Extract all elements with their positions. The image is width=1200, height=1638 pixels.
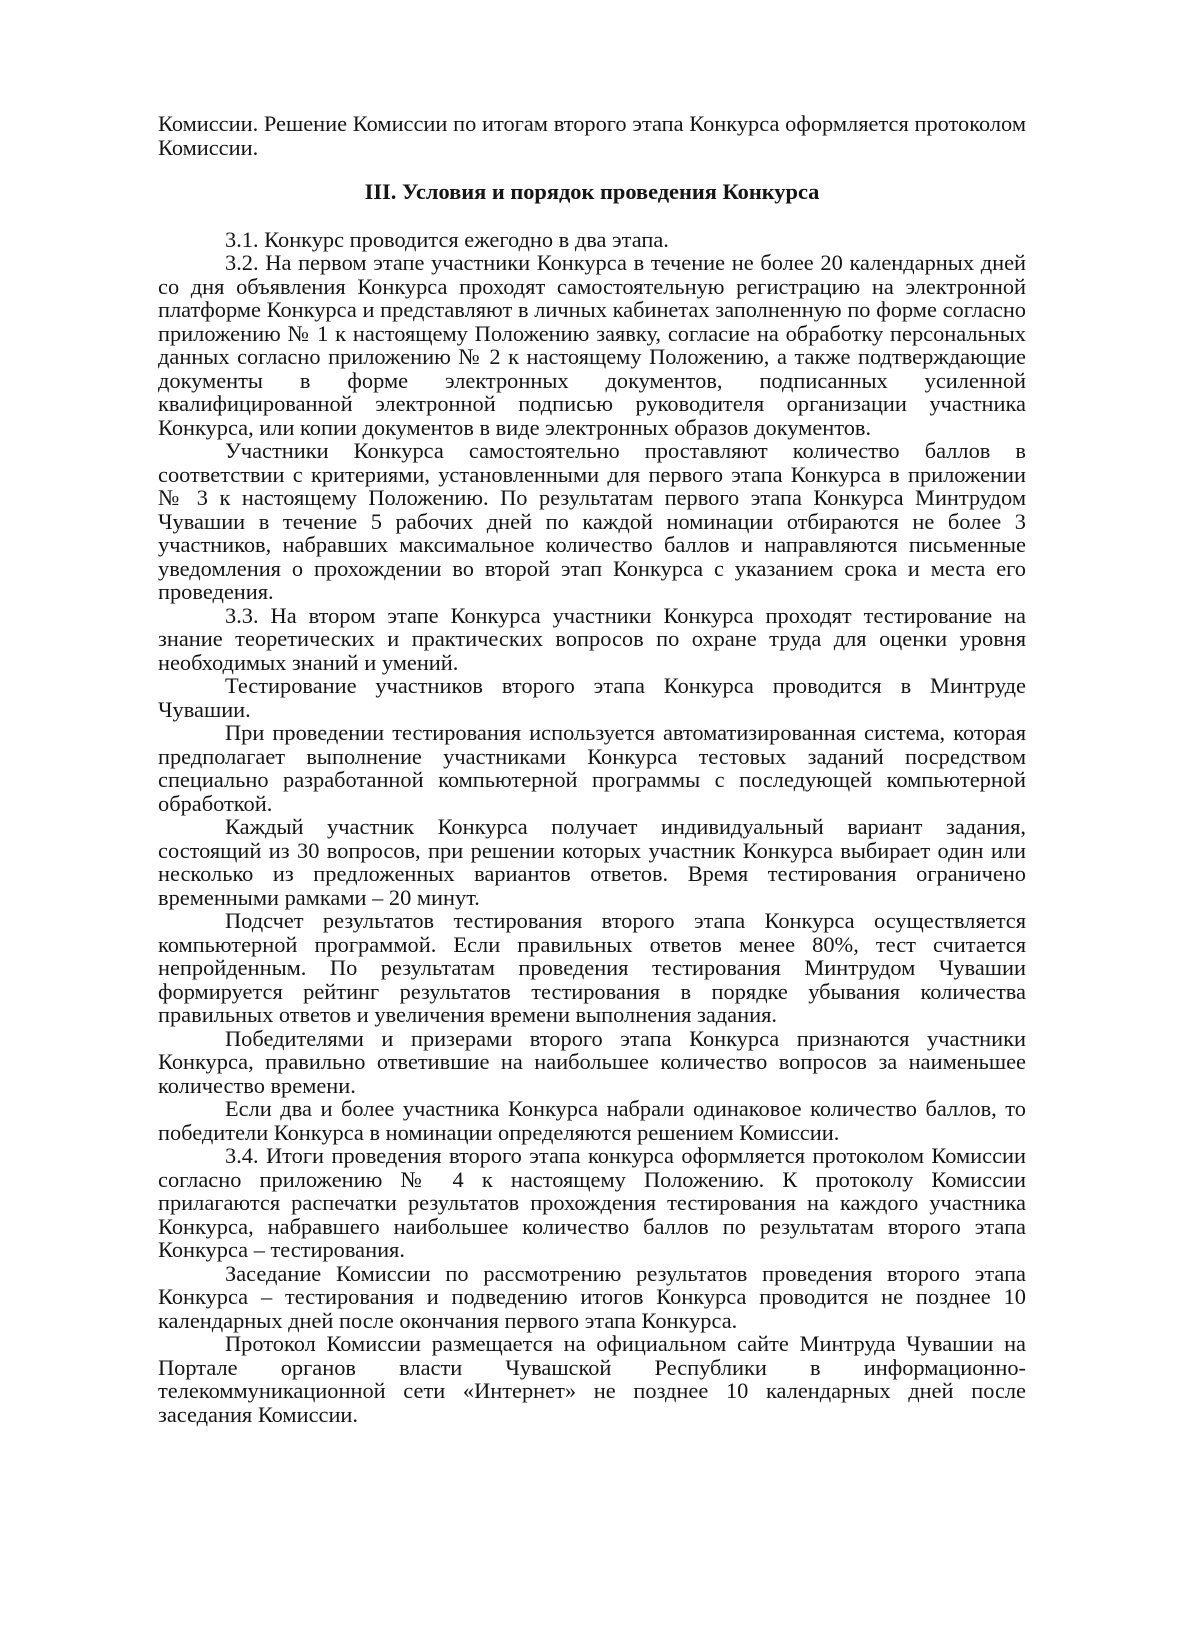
document-page	[158, 112, 1026, 1426]
paragraph-participants-scores: Участники Конкурса самостоятельно проставляют количество баллов в соответствии с критериями, установленными для первого этапа Конкурса в приложении № 3 к настоящему Положению. По результатам первого этапа Конкурса Минтрудом Чувашии в течение 5 рабочих дней по каждой номинации отбираются не более 3 участников, набравших максимальное количество баллов и направляются письменные уведомления о прохождении во второй этап Конкурса с указанием срока и места его проведения.	[158, 438, 1026, 604]
section-heading: III. Условия и порядок проведения Конкурса	[364, 179, 820, 204]
paragraph-winners: Победителями и призерами второго этапа Конкурса признаются участники Конкурса, правильно ответившие на наибольшее количество вопросов за наименьшее количество времени.	[158, 1025, 1026, 1098]
paragraph-equal-scores: Если два и более участника Конкурса набрали одинаковое количество баллов, то победители Конкурса в номинации определяются решением Комиссии.	[158, 1096, 1026, 1145]
paragraph-3-2: 3.2. На первом этапе участники Конкурса в течение не более 20 календарных дней со дня объявления Конкурса проходят самостоятельную регистрацию на электронной платформе Конкурса и представляют в личных кабинетах заполненную по форме согласно приложению № 1 к настоящему Положению заявку, согласие на обработку персональных данных согласно приложению № 2 к настоящему Положению, а также подтверждающие документы в форме электронных документов, подписанных усиленной квалифицированной электронной подписью руководителя организации участника Конкурса, или копии документов в виде электронных образов документов.	[158, 250, 1026, 440]
paragraph-automated-system: При проведении тестирования используется автоматизированная система, которая предполагает выполнение участниками Конкурса тестовых заданий посредством специально разработанной компьютерной программы с последующей компьютерной обработкой.	[158, 720, 1026, 816]
paragraph-test-variant: Каждый участник Конкурса получает индивидуальный вариант задания, состоящий из 30 вопросов, при решении которых участник Конкурса выбирает один или несколько из предложенных вариантов ответов. Время тестирования ограничено временными рамками – 20 минут.	[158, 814, 1026, 910]
paragraph-testing-location: Тестирование участников второго этапа Конкурса проводится в Минтруде Чувашии.	[158, 673, 1026, 722]
paragraph-3-3: 3.3. На втором этапе Конкурса участники Конкурса проходят тестирование на знание теоретических и практических вопросов по охране труда для оценки уровня необходимых знаний и умений.	[158, 602, 1026, 675]
paragraph-3-4: 3.4. Итоги проведения второго этапа конкурса оформляется протоколом Комиссии согласно приложению № 4 к настоящему Положению. К протоколу Комиссии прилагаются распечатки результатов прохождения тестирования на каждого участника Конкурса, набравшего наибольшее количество баллов по результатам второго этапа Конкурса – тестирования.	[158, 1143, 1026, 1262]
paragraph-commission-meeting: Заседание Комиссии по рассмотрению результатов проведения второго этапа Конкурса – тестирования и подведению итогов Конкурса проводится не позднее 10 календарных дней после окончания первого этапа Конкурса.	[158, 1260, 1026, 1333]
paragraph-protocol-publication: Протокол Комиссии размещается на официальном сайте Минтруда Чувашии на Портале органов власти Чувашской Республики в информационно-телекоммуникационной сети «Интернет» не позднее 10 календарных дней после заседания Комиссии.	[158, 1331, 1026, 1427]
paragraph-continuation: Комиссии. Решение Комиссии по итогам второго этапа Конкурса оформляется протоколом Комиссии.	[158, 111, 1026, 160]
paragraph-results-count: Подсчет результатов тестирования второго этапа Конкурса осуществляется компьютерной программой. Если правильных ответов менее 80%, тест считается непройденным. По результатам проведения тестирования Минтрудом Чувашии формируется рейтинг результатов тестирования в порядке убывания количества правильных ответов и увеличения времени выполнения задания.	[158, 908, 1026, 1027]
paragraph-3-1: 3.1. Конкурс проводится ежегодно в два этапа.	[225, 226, 669, 252]
